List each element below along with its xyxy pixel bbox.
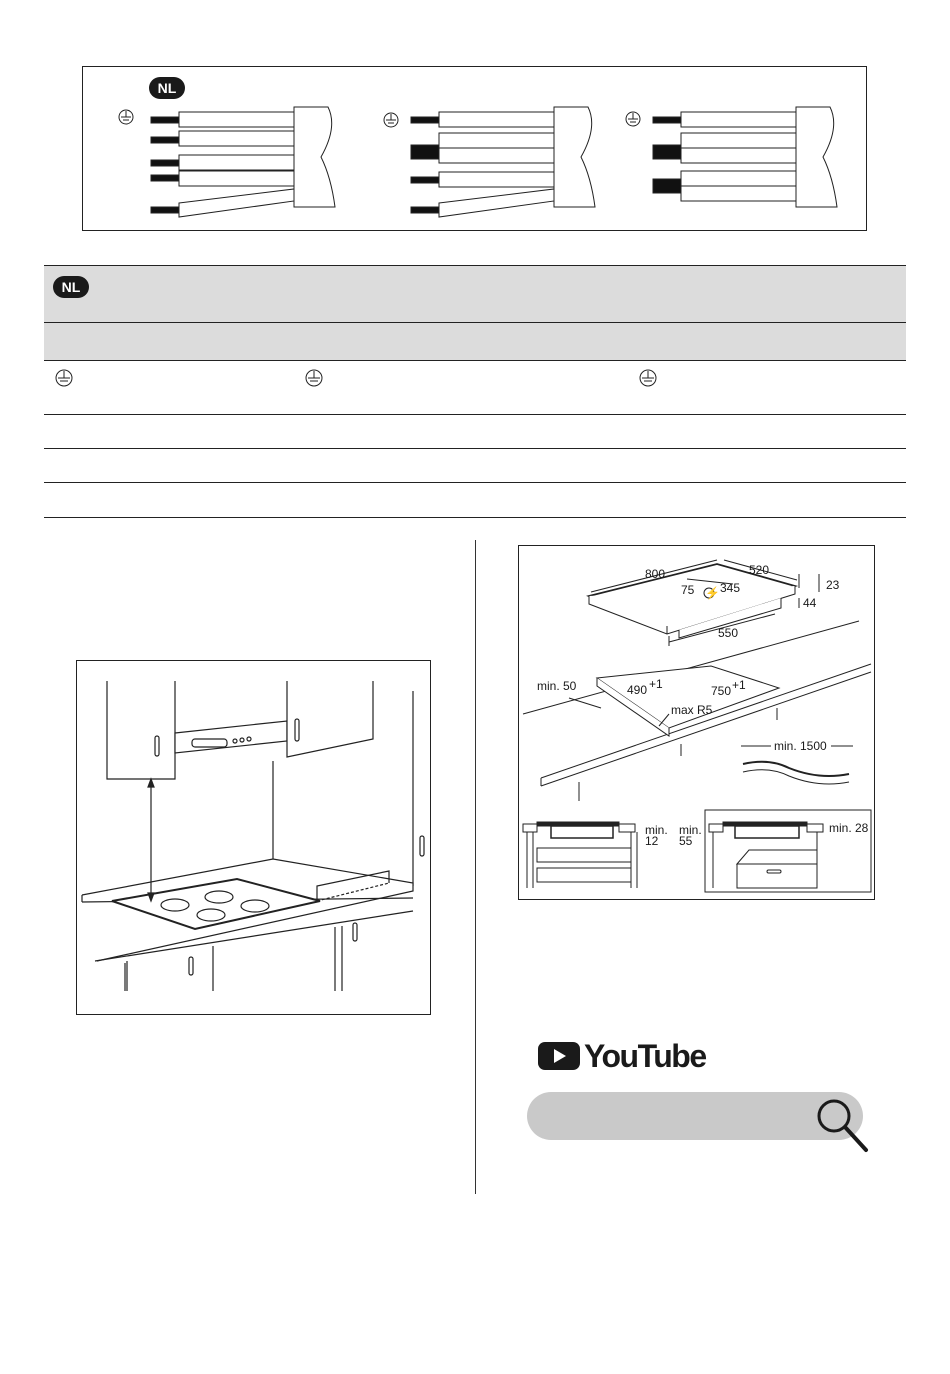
dim-width: 800 xyxy=(645,567,666,581)
installation-svg xyxy=(519,546,874,899)
kitchen-svg xyxy=(77,661,430,1014)
dim-min-edge: min. 50 xyxy=(537,679,577,693)
dim-min55-value: 55 xyxy=(679,834,693,848)
youtube-brand: YouTube xyxy=(584,1037,706,1074)
dim-min12-value: 12 xyxy=(645,834,659,848)
earth-icon xyxy=(306,370,322,386)
table-divider xyxy=(44,360,906,361)
dim-min28: min. 28 xyxy=(829,821,869,835)
table-divider xyxy=(44,414,906,415)
dim-depth: 520 xyxy=(749,563,770,577)
table-earth-icons xyxy=(44,366,906,406)
dim-cable: min. 1500 xyxy=(774,739,827,753)
dim-min55-label: min. xyxy=(679,823,702,837)
dim-radius: max R5 xyxy=(671,703,713,717)
youtube-play-icon xyxy=(538,1040,580,1072)
cable-diagram xyxy=(82,66,867,231)
earth-icon xyxy=(119,110,133,124)
table-subheader-row xyxy=(44,323,906,360)
cable-group-3 xyxy=(653,107,837,207)
table-divider xyxy=(44,265,906,266)
column-divider xyxy=(475,540,476,1194)
cable-group-2 xyxy=(411,107,595,217)
earth-icon xyxy=(640,370,656,386)
dim-offset-right: 345 xyxy=(720,581,741,595)
table-divider xyxy=(44,517,906,518)
table-header-row xyxy=(44,266,906,322)
dim-height-bottom: 44 xyxy=(803,596,817,610)
cable-group-1 xyxy=(151,107,335,217)
earth-icon xyxy=(56,370,72,386)
dim-cutout-depth-tol: +1 xyxy=(649,677,663,691)
dim-offset-left: 75 xyxy=(681,583,695,597)
dim-cutout-width-tol: +1 xyxy=(732,678,746,692)
table-divider xyxy=(44,322,906,323)
dim-min12-label: min. xyxy=(645,823,668,837)
youtube-logo xyxy=(538,1038,706,1074)
table-divider xyxy=(44,448,906,449)
search-icon[interactable] xyxy=(812,1096,872,1158)
table-country-badge: NL xyxy=(53,276,89,298)
dim-cutout-width: 750 xyxy=(711,684,732,698)
dim-height-top: 23 xyxy=(826,578,840,592)
dim-bottom-width: 550 xyxy=(718,626,739,640)
kitchen-illustration xyxy=(76,660,431,1015)
svg-text:⚡: ⚡ xyxy=(705,586,720,600)
country-badge: NL xyxy=(149,77,185,99)
earth-icon xyxy=(384,113,398,127)
installation-diagram xyxy=(518,545,875,900)
table-divider xyxy=(44,482,906,483)
earth-icon xyxy=(626,112,640,126)
cable-wires-svg xyxy=(83,67,866,230)
dim-cutout-depth: 490 xyxy=(627,683,648,697)
